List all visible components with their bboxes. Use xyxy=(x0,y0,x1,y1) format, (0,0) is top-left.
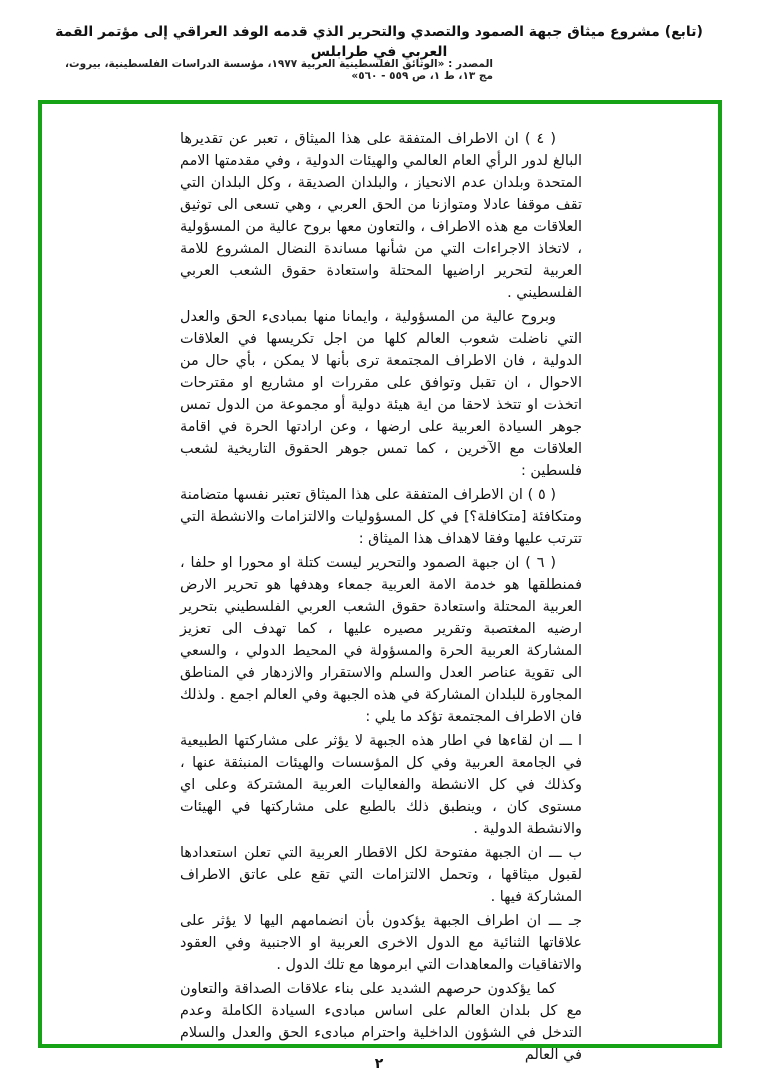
page-number: ٢ xyxy=(374,1056,384,1072)
paragraph-item-4: ( ٤ ) ان الاطراف المتفقة على هذا الميثاق ، تعبر عن تقديرها البالغ لدور الرأي العام العالمي والهيئات الدولية ، وفي مقدمتها الامم المتحدة وبلدان عدم الانحياز ، والبلدان الصديقة ، وكل البلدان التي تقف موقفا عادلا ومتوازنا من الحق العربي ، وهي تسعى الى توثيق العلاقات مع هذه الاطراف ، والتعاون معها بروح عالية من المسؤولية ، لاتخاذ الاجراءات التي من شأنها مساندة النضال المشروع للامة العربية لتحرير اراضيها المحتلة واستعادة حقوق الشعب العربي الفلسطيني . xyxy=(180,131,582,301)
document-body xyxy=(180,128,582,1068)
paragraph-item-6: ( ٦ ) ان جبهة الصمود والتحرير ليست كتلة او محورا او حلفا ، فمنطلقها هو خدمة الامة العربية جمعاء وهدفها هو تحرير الارض العربية المحتلة واستعادة حقوق الشعب العربي الفلسطيني بتحرير ارضيه المغتصبة وتقرير مصيره عليها ، كما تهدف الى تعزيز المشاركة العربية الحرة والمسؤولة في المحيط الدولي ، والسعي الى تقوية عناصر العدل والسلم والاستقرار والازدهار في المناطق المجاورة للبلدان المشاركة في هذه الجبهة وفي العالم اجمع . ولذلك فان الاطراف المجتمعة تؤكد ما يلي : xyxy=(180,555,582,725)
source-citation: المصدر : «الوثائق الفلسطينية العربية ١٩٧٧، مؤسسة الدراسات الفلسطينية، بيروت، مج ١٣، ط ١، ص ٥٥٩ - ٥٦٠» xyxy=(65,58,493,82)
list-item-jim: جـ ـــ ان اطراف الجبهة يؤكدون بأن انضمامهم اليها لا يؤثر على علاقاتها الثنائية مع الدول الاخرى العربية او الاجنبية وفي العقود والاتفاقيات والمعاهدات التي ابرموها مع تلك الدول . xyxy=(180,913,582,973)
green-frame xyxy=(38,100,722,1063)
paragraph-item-5: ( ٥ ) ان الاطراف المتفقة على هذا الميثاق تعتبر نفسها متضامنة ومتكافئة [متكافلة؟] في كل المسؤوليات والالتزامات والانشطة التي تترتب عليها وفقا لاهداف هذا الميثاق : xyxy=(180,487,582,547)
paragraph-responsibility: وبروح عالية من المسؤولية ، وايمانا منها بمبادىء الحق والعدل التي ناضلت شعوب العالم كلها من اجل تكريسها في العلاقات الدولية ، فان الاطراف المجتمعة ترى بأنها لا يمكن ، بأي حال من الاحوال ، ان تقبل وتوافق على مقررات او مشاريع او مقترحات اتخذت او تتخذ لاحقا من اية هيئة دولية أو مجموعة من الدول تمس جوهر السيادة العربية على ارضها ، وعن ارادتها الحرة في اقامة العلاقات مع الآخرين ، كما تمس جوهر الحقوق التاريخية لشعب فلسطين : xyxy=(180,309,582,479)
list-item-ba: ب ـــ ان الجبهة مفتوحة لكل الاقطار العربية التي تعلن استعدادها لقبول ميثاقها ، وتحمل الالتزامات التي تقع على عاتق الاطراف المشاركة فيها . xyxy=(180,845,582,905)
closing-paragraph: كما يؤكدون حرصهم الشديد على بناء علاقات الصداقة والتعاون مع كل بلدان العالم على اساس مبادىء السيادة الكاملة وعدم التدخل في الشؤون الداخلية واحترام مبادىء الحق والعدل والسلام في العالم xyxy=(180,981,582,1063)
document-title: (تابع) مشروع ميثاق جبهة الصمود والتصدي والتحرير الذي قدمه الوفد العراقي إلى مؤتمر القمة العربي في طرابلس xyxy=(55,24,703,60)
list-item-alef: ا ـــ ان لقاءها في اطار هذه الجبهة لا يؤثر على مشاركتها الطبيعية في الجامعة العربية وفي كل المؤسسات والهيئات المنبثقة عنها ، وكذلك في كل الانشطة والفعاليات العربية المشتركة وعلى اي مستوى كان ، وينطبق ذلك بالطبع على مشاركتها في الهيئات والانشطة الدولية . xyxy=(180,733,582,837)
